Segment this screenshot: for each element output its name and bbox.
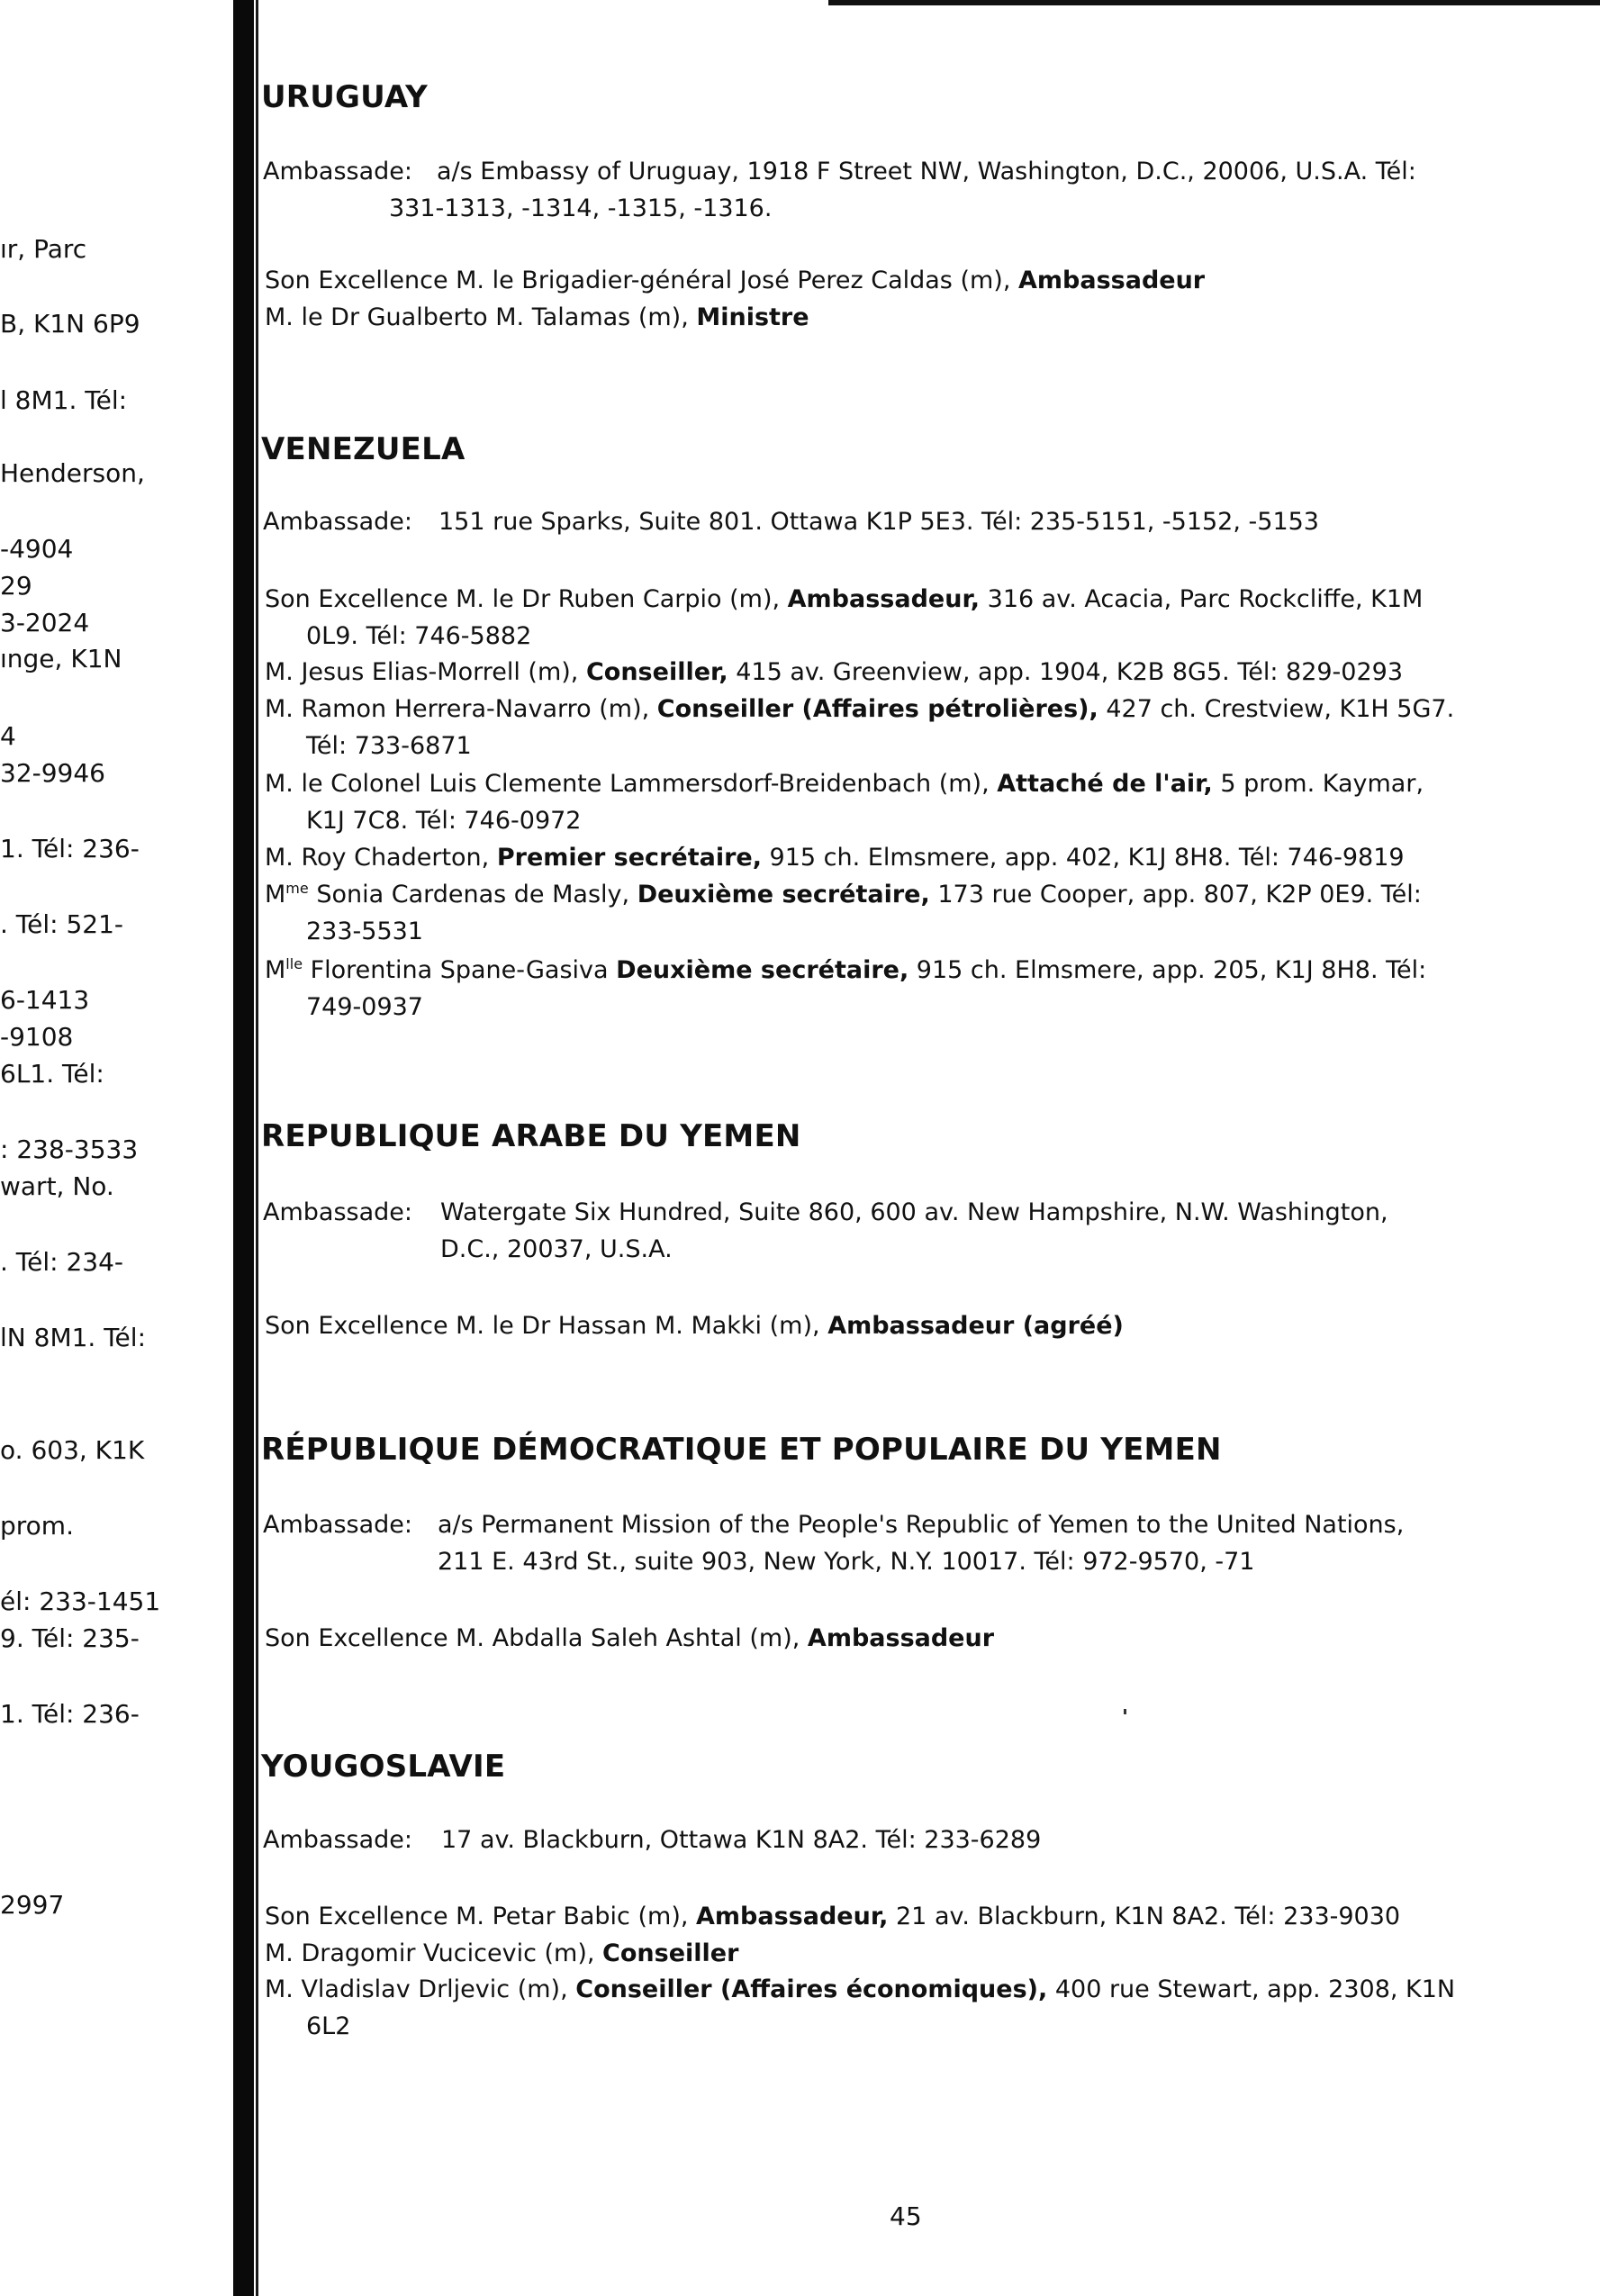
embassy-address: a/s Embassy of Uruguay, 1918 F Street NW, Washington, D.C., 20006, U.S.A. Tél:: [437, 158, 1416, 185]
staff-name: M. le Dr Gualberto M. Talamas (m),: [265, 303, 697, 331]
left-fragment: él: 233-1451: [0, 1586, 161, 1616]
staff-entry-cont: 233-5531: [306, 917, 423, 945]
left-fragment: . Tél: 521-: [0, 909, 124, 939]
staff-address: 5 prom. Kaymar,: [1212, 770, 1424, 798]
staff-title: Conseiller,: [585, 658, 728, 686]
staff-entry: [265, 1626, 994, 1650]
staff-entry: [265, 1941, 738, 1966]
staff-entry: [265, 697, 1454, 721]
staff-entry: [265, 587, 1423, 611]
staff-address: 915 ch. Elmsmere, app. 205, K1J 8H8. Tél:: [908, 956, 1427, 984]
embassy-address-cont: D.C., 20037, U.S.A.: [440, 1235, 673, 1263]
staff-title: Conseiller (Affaires pétrolières),: [656, 695, 1098, 723]
staff-prefix-sup: me: [285, 880, 309, 897]
embassy-address: Watergate Six Hundred, Suite 860, 600 av. New Hampshire, N.W. Washington,: [440, 1198, 1388, 1226]
left-fragment: ınge, K1N: [0, 644, 122, 673]
staff-title: Deuxième secrétaire,: [637, 881, 930, 908]
staff-name: M. Jesus Elias-Morrell (m),: [265, 658, 586, 686]
staff-prefix: M: [265, 956, 286, 984]
staff-address: 173 rue Cooper, app. 807, K2P 0E9. Tél:: [929, 881, 1422, 908]
country-heading: RÉPUBLIQUE DÉMOCRATIQUE ET POPULAIRE DU YEMEN: [261, 1432, 1222, 1468]
left-fragment: -9108: [0, 1022, 74, 1052]
staff-name: M. Roy Chaderton,: [265, 844, 497, 872]
left-fragment: wart, No.: [0, 1171, 114, 1201]
staff-prefix-sup: lle: [285, 955, 303, 972]
staff-name: Son Excellence M. Abdalla Saleh Ashtal (m),: [265, 1624, 808, 1652]
left-fragment: Henderson,: [0, 458, 145, 488]
staff-name: M. Vladislav Drljevic (m),: [265, 1975, 576, 2003]
left-fragment: ır, Parc: [0, 234, 87, 264]
page-number: 45: [890, 2201, 922, 2231]
embassy-label: Ambassade:: [263, 158, 412, 185]
staff-entry: [265, 955, 1427, 984]
left-fragment: o. 603, K1K: [0, 1435, 145, 1465]
staff-entry: [265, 305, 809, 330]
embassy-address: 17 av. Blackburn, Ottawa K1N 8A2. Tél: 233-6289: [441, 1826, 1042, 1854]
staff-entry: [265, 845, 1405, 870]
left-fragment: 3-2024: [0, 608, 90, 637]
staff-name: Florentina Spane-Gasiva: [303, 956, 617, 984]
left-fragment: lN 8M1. Tél:: [0, 1323, 146, 1352]
staff-title: Premier secrétaire,: [496, 844, 762, 872]
staff-address: 400 rue Stewart, app. 2308, K1N: [1047, 1975, 1456, 2003]
left-fragment: B, K1N 6P9: [0, 309, 140, 339]
staff-title: Ambassadeur: [1018, 267, 1206, 294]
staff-entry: [265, 1977, 1455, 2002]
staff-title: Ambassadeur: [807, 1624, 995, 1652]
staff-title: Ambassadeur,: [696, 1903, 889, 1930]
left-fragment: 29: [0, 571, 32, 601]
left-fragment: : 238-3533: [0, 1134, 139, 1164]
staff-name: M. le Colonel Luis Clemente Lammersdorf-Breidenbach (m),: [265, 770, 998, 798]
country-heading: REPUBLIQUE ARABE DU YEMEN: [261, 1118, 801, 1154]
left-fragment: 6L1. Tél:: [0, 1059, 104, 1089]
staff-entry: [265, 882, 1422, 907]
embassy-label: Ambassade:: [263, 508, 412, 536]
staff-title: Attaché de l'air,: [997, 770, 1213, 798]
left-fragment: -4904: [0, 534, 74, 564]
country-heading: YOUGOSLAVIE: [261, 1749, 506, 1785]
staff-entry: [265, 772, 1424, 796]
staff-entry-cont: K1J 7C8. Tél: 746-0972: [306, 807, 582, 835]
staff-name: Son Excellence M. le Dr Hassan M. Makki (m),: [265, 1312, 828, 1340]
staff-entry: [265, 268, 1205, 293]
staff-title: Conseiller (Affaires économiques),: [575, 1975, 1048, 2003]
left-fragment: 32-9946: [0, 758, 105, 788]
left-fragment: 1. Tél: 236-: [0, 834, 140, 863]
staff-title: Ambassadeur,: [787, 585, 981, 613]
staff-name: M. Ramon Herrera-Navarro (m),: [265, 695, 657, 723]
left-fragment: 9. Tél: 235-: [0, 1623, 140, 1653]
left-fragment: 2997: [0, 1890, 65, 1920]
staff-address: 316 av. Acacia, Parc Rockcliffe, K1M: [980, 585, 1424, 613]
binding-gutter: [233, 0, 254, 2296]
embassy-label: Ambassade:: [263, 1198, 412, 1226]
staff-name: Son Excellence M. Petar Babic (m),: [265, 1903, 697, 1930]
staff-name: Sonia Cardenas de Masly,: [308, 881, 637, 908]
left-column-fragments: [0, 0, 225, 2296]
embassy-address: a/s Permanent Mission of the People's Republic of Yemen to the United Nations,: [438, 1511, 1405, 1539]
left-fragment: 6-1413: [0, 985, 90, 1015]
staff-address: 21 av. Blackburn, K1N 8A2. Tél: 233-9030: [888, 1903, 1401, 1930]
staff-address: 427 ch. Crestview, K1H 5G7.: [1098, 695, 1455, 723]
staff-entry: [265, 1314, 1124, 1338]
embassy-address-cont: 331-1313, -1314, -1315, -1316.: [389, 194, 773, 222]
staff-name: M. Dragomir Vucicevic (m),: [265, 1939, 603, 1967]
staff-entry-cont: 749-0937: [306, 993, 423, 1021]
embassy-address: 151 rue Sparks, Suite 801. Ottawa K1P 5E3. Tél: 235-5151, -5152, -5153: [438, 508, 1319, 536]
staff-entry-cont: 6L2: [306, 2012, 351, 2040]
staff-entry-cont: Tél: 733-6871: [306, 732, 472, 760]
top-rule: [828, 0, 1600, 5]
scan-speck: [1124, 1709, 1126, 1714]
staff-title: Ambassadeur (agréé): [827, 1312, 1124, 1340]
gutter-edge-line: [256, 0, 258, 2296]
embassy-label: Ambassade:: [263, 1826, 412, 1854]
left-fragment: 1. Tél: 236-: [0, 1699, 140, 1729]
embassy-address-cont: 211 E. 43rd St., suite 903, New York, N.Y. 10017. Tél: 972-9570, -71: [438, 1548, 1255, 1576]
staff-address: 915 ch. Elmsmere, app. 402, K1J 8H8. Tél: 746-9819: [761, 844, 1405, 872]
country-heading: URUGUAY: [261, 79, 428, 115]
left-fragment: 4: [0, 721, 16, 751]
staff-title: Conseiller: [602, 1939, 739, 1967]
left-fragment: prom.: [0, 1511, 74, 1541]
staff-prefix: M: [265, 881, 286, 908]
left-fragment: l 8M1. Tél:: [0, 385, 128, 415]
staff-entry-cont: 0L9. Tél: 746-5882: [306, 622, 532, 650]
staff-title: Deuxième secrétaire,: [616, 956, 909, 984]
staff-entry: [265, 660, 1403, 684]
embassy-label: Ambassade:: [263, 1511, 412, 1539]
country-heading: VENEZUELA: [261, 431, 466, 467]
staff-title: Ministre: [696, 303, 809, 331]
staff-name: Son Excellence M. le Brigadier-général José Perez Caldas (m),: [265, 267, 1018, 294]
staff-address: 415 av. Greenview, app. 1904, K2B 8G5. Tél: 829-0293: [728, 658, 1404, 686]
staff-name: Son Excellence M. le Dr Ruben Carpio (m),: [265, 585, 788, 613]
left-fragment: . Tél: 234-: [0, 1247, 124, 1277]
staff-entry: [265, 1904, 1400, 1929]
